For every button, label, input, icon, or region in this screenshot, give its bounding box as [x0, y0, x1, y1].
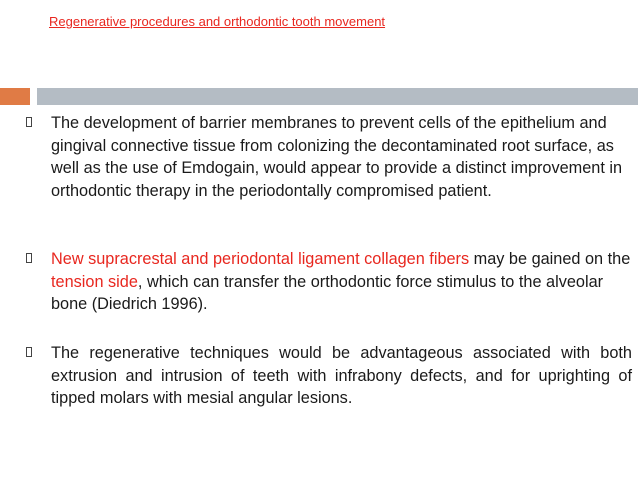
square-bullet-icon [26, 253, 32, 263]
bullet-text-2 [51, 248, 632, 316]
bullet-text-1: The development of barrier membranes to prevent cells of the epithelium and gingival connective tissue from colonizing the decontaminated root surface, as well as the use of Emdogain, would appear to provide a distinct improvement in orthodontic therapy in the periodontally compromised patient. [51, 114, 623, 200]
grey-bar-block [37, 88, 638, 105]
bullet-text-3: The regenerative techniques would be advantageous associated with both extrusion and intrusion of teeth with infrabony defects, and for uprighting of tipped molars with mesial angular lesions. [51, 344, 632, 407]
title-divider-bar [0, 88, 638, 105]
square-bullet-icon [26, 117, 32, 127]
highlight-tension-side: tension side [51, 272, 138, 291]
bullet-text-2-part4: , which can transfer the orthodontic force stimulus to the alveolar bone (Diedrich 1996). [51, 272, 604, 313]
accent-bar-block [0, 88, 30, 105]
slide-title: Regenerative procedures and orthodontic tooth movement [49, 14, 386, 29]
highlight-collagen-fibers: New supracrestal and periodontal ligament collagen fibers [51, 250, 470, 268]
square-bullet-icon [26, 347, 32, 357]
bullet-text-2-part2: may be gained on the [469, 250, 631, 268]
